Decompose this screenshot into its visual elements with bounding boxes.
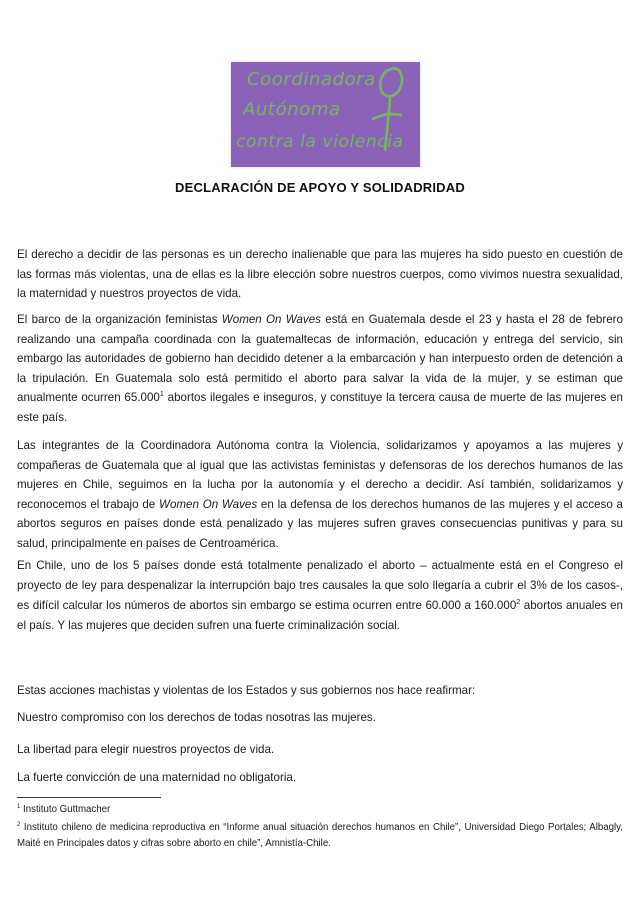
- footnote-text-2: Instituto chileno de medicina reproductiva en “Informe anual situación derechos humanos en Chile”, Universidad Diego Portales; Albagly, Maité en Principales datos y cifras sobre aborto en chile”, Amnistía-Chile.: [17, 822, 623, 849]
- document-title: DECLARACIÓN DE APOYO Y SOLIDADRIDAD: [175, 180, 465, 195]
- body-paragraph-4: En Chile, uno de los 5 países donde está totalmente penalizado el aborto – actualmente está en el Congreso el proyecto de ley para despenalizar la interrupción bajo tres causales la que solo llegaría a cubrir el 3% de los casos-, es difícil calcular los números de abortos sin embargo se estima ocurren entre 60.000 a 160.000$^2$ abortos anuales en el país. Y las mujeres que deciden sufren una fuerte criminalización social.: [17, 559, 623, 632]
- footnote-2: [17, 820, 623, 851]
- statement-line-2: La libertad para elegir nuestros proyectos de vida.: [17, 743, 275, 756]
- footnote-1: [17, 802, 623, 818]
- body-paragraph-1: El derecho a decidir de las personas es un derecho inalienable que para las mujeres ha sido puesto en cuestión de las formas más violentas, una de ellas es la libre elección sobre nuestros cuerpos, como vivimos nuestra sexualidad, la maternidad y nuestros proyectos de vida.: [17, 248, 623, 300]
- statement-intro: Estas acciones machistas y violentas de los Estados y sus gobiernos nos hace reafirmar:: [17, 684, 476, 697]
- footnote-separator: [17, 797, 161, 798]
- footnote-marker-1: 1: [17, 803, 21, 810]
- statement-line-3: La fuerte convicción de una maternidad no obligatoria.: [17, 771, 297, 784]
- logo-text-line-3: contra la violencia: [236, 132, 404, 152]
- statement-line-1: Nuestro compromiso con los derechos de todas nosotras las mujeres.: [17, 711, 376, 724]
- female-symbol-icon: [365, 65, 409, 162]
- footnote-marker-2: 2: [17, 821, 21, 828]
- logo: [231, 62, 420, 167]
- body-paragraph-2: El barco de la organización feministas Women On Waves está en Guatemala desde el 23 y hasta el 28 de febrero realizando una campaña coordinada con la guatemaltecas de información, educación y entrega del servicio, sin embargo las autoridades de gobierno han decidido detener a la embarcación y han interpuesto orden de detención a la tripulación. En Guatemala solo está permitido el aborto para salvar la vida de la mujer, y se estiman que anualmente ocurren 65.000$^1$ abortos ilegales e inseguros, y constituye la tercera causa de muerte de las mujeres en este país.: [17, 313, 623, 424]
- body-paragraph-3: Las integrantes de la Coordinadora Autónoma contra la Violencia, solidarizamos y apoyamos a las mujeres y compañeras de Guatemala que al igual que las activistas feministas y defensoras de los derechos humanos de las mujeres en Chile, seguimos en la lucha por la autonomía y el derecho a decidir. Así también, solidarizamos y reconocemos el trabajo de Women On Waves en la defensa de los derechos humanos de las mujeres y el acceso a abortos seguros en países donde está penalizado y las mujeres sufren graves consecuencias punitivas y para su salud, principalmente en países de Centroamérica.: [17, 439, 623, 550]
- logo-text-line-1: Coordinadora: [247, 69, 376, 90]
- footnote-text-1: Instituto Guttmacher: [20, 804, 111, 815]
- logo-text-line-2: Autónoma: [243, 99, 341, 120]
